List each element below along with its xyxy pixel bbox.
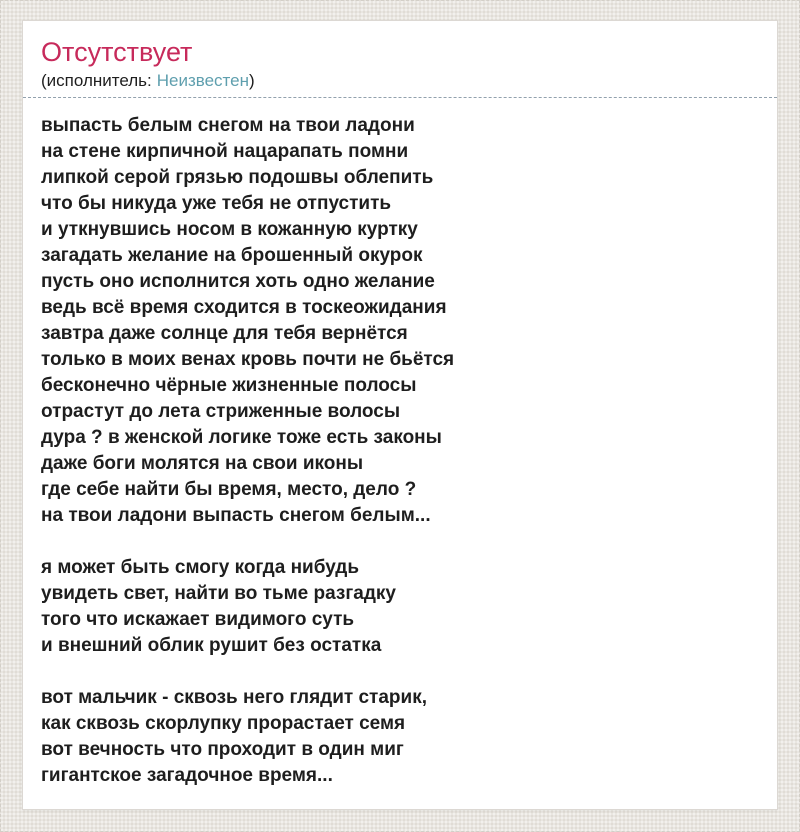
artist-label: (исполнитель: bbox=[41, 71, 152, 90]
lyric-line: пусть оно исполнится хоть одно желание bbox=[41, 271, 435, 292]
lyric-line: и уткнувшись носом в кожанную куртку bbox=[41, 219, 418, 240]
stanza-1 bbox=[41, 113, 759, 529]
artist-close-paren: ) bbox=[249, 71, 255, 90]
stanza-2 bbox=[41, 555, 759, 659]
lyric-line: я может быть смогу когда нибудь bbox=[41, 557, 360, 578]
lyric-line: где себе найти бы время, место, дело ? bbox=[41, 479, 417, 500]
lyric-line: бесконечно чёрные жизненные полосы bbox=[41, 375, 417, 396]
lyric-line: даже боги молятся на свои иконы bbox=[41, 453, 364, 474]
lyric-line: вот вечность что проходит в один миг bbox=[41, 739, 404, 760]
artist-link[interactable]: Неизвестен bbox=[156, 71, 249, 90]
lyric-line: того что искажает видимого суть bbox=[41, 609, 355, 630]
lyric-line: липкой серой грязью подошвы облепить bbox=[41, 167, 434, 188]
lyric-line: что бы никуда уже тебя не отпустить bbox=[41, 193, 392, 214]
lyric-line: на стене кирпичной нацарапать помни bbox=[41, 141, 409, 162]
lyric-line: и внешний облик рушит без остатка bbox=[41, 635, 382, 656]
lyrics-text bbox=[23, 98, 777, 789]
lyrics-card bbox=[22, 20, 778, 810]
stanza-3 bbox=[41, 685, 759, 789]
lyric-line: увидеть свет, найти во тьме разгадку bbox=[41, 583, 396, 604]
lyric-line: как сквозь скорлупку прорастает семя bbox=[41, 713, 406, 734]
lyric-line: гигантское загадочное время... bbox=[41, 765, 333, 786]
song-title: Отсутствует bbox=[41, 37, 193, 67]
lyric-line: загадать желание на брошенный окурок bbox=[41, 245, 423, 266]
artist-line bbox=[41, 70, 759, 91]
song-header bbox=[23, 21, 777, 98]
lyric-line: вот мальчик - сквозь него глядит старик, bbox=[41, 687, 427, 708]
lyric-line: дура ? в женской логике тоже есть законы bbox=[41, 427, 442, 448]
lyric-line: завтра даже солнце для тебя вернётся bbox=[41, 323, 408, 344]
lyric-line: на твои ладони выпасть снегом белым... bbox=[41, 505, 431, 526]
lyric-line: выпасть белым снегом на твои ладони bbox=[41, 115, 415, 136]
lyric-line: отрастут до лета стриженные волосы bbox=[41, 401, 401, 422]
lyric-line: только в моих венах кровь почти не бьётся bbox=[41, 349, 455, 370]
lyric-line: ведь всё время сходится в тоскеожидания bbox=[41, 297, 447, 318]
